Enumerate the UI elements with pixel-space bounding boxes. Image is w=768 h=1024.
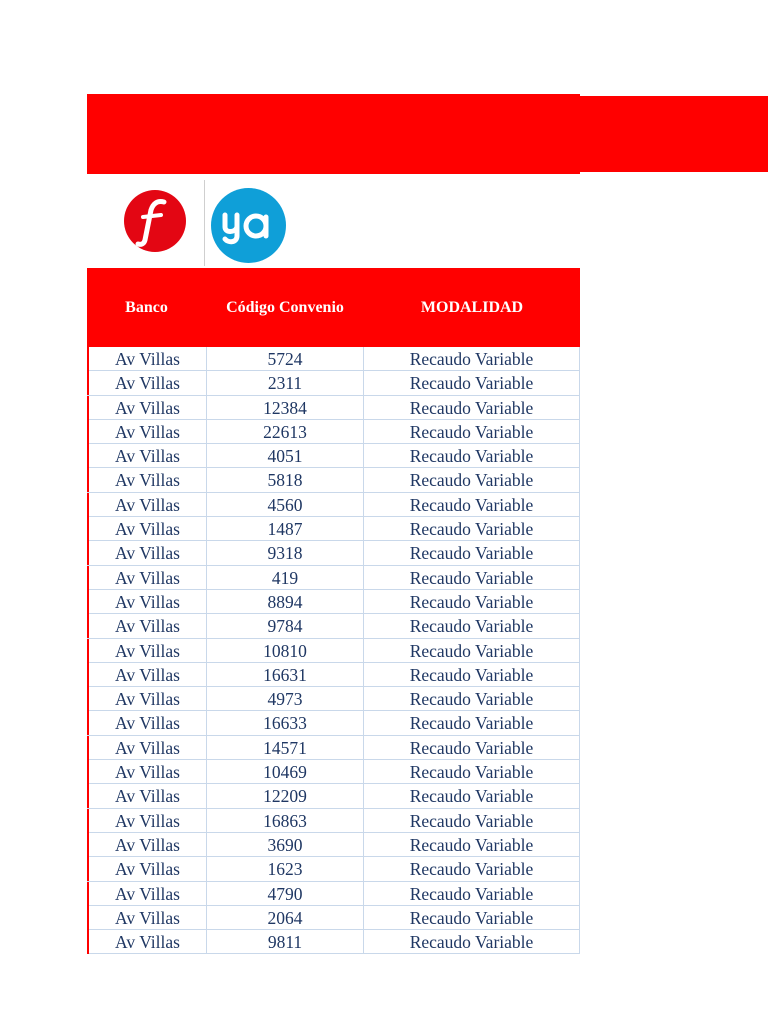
cell-codigo-convenio: 2064 [207, 906, 364, 930]
cell-codigo-convenio: 16631 [207, 663, 364, 687]
cell-modalidad: Recaudo Variable [364, 809, 580, 833]
table-row [87, 760, 580, 784]
table-row [87, 396, 580, 420]
header-banner-extension [580, 96, 768, 172]
column-header-modalidad: MODALIDAD [420, 299, 524, 316]
cell-modalidad: Recaudo Variable [364, 493, 580, 517]
brand-f-logo-glyph [124, 190, 186, 252]
cell-codigo-convenio: 5724 [207, 347, 364, 371]
cell-codigo-convenio: 419 [207, 566, 364, 590]
cell-banco: Av Villas [87, 396, 207, 420]
cell-modalidad: Recaudo Variable [364, 468, 580, 492]
cell-modalidad: Recaudo Variable [364, 420, 580, 444]
table-row [87, 444, 580, 468]
table-body [87, 347, 580, 954]
cell-modalidad: Recaudo Variable [364, 614, 580, 638]
cell-codigo-convenio: 10469 [207, 760, 364, 784]
cell-codigo-convenio: 4973 [207, 687, 364, 711]
cell-codigo-convenio: 12209 [207, 784, 364, 808]
brand-f-logo-icon [124, 190, 186, 252]
cell-modalidad: Recaudo Variable [364, 687, 580, 711]
table-row [87, 833, 580, 857]
cell-banco: Av Villas [87, 784, 207, 808]
cell-modalidad: Recaudo Variable [364, 711, 580, 735]
table-row [87, 736, 580, 760]
header-banner [87, 94, 580, 174]
cell-banco: Av Villas [87, 760, 207, 784]
cell-modalidad: Recaudo Variable [364, 784, 580, 808]
cell-banco: Av Villas [87, 566, 207, 590]
cell-banco: Av Villas [87, 420, 207, 444]
cell-modalidad: Recaudo Variable [364, 541, 580, 565]
table-row [87, 663, 580, 687]
cell-banco: Av Villas [87, 857, 207, 881]
table-row [87, 541, 580, 565]
cell-banco: Av Villas [87, 833, 207, 857]
table-header-row [87, 268, 580, 347]
cell-banco: Av Villas [87, 493, 207, 517]
cell-codigo-convenio: 4790 [207, 882, 364, 906]
cell-modalidad: Recaudo Variable [364, 906, 580, 930]
cell-banco: Av Villas [87, 541, 207, 565]
cell-modalidad: Recaudo Variable [364, 590, 580, 614]
cell-banco: Av Villas [87, 639, 207, 663]
cell-modalidad: Recaudo Variable [364, 833, 580, 857]
cell-codigo-convenio: 8894 [207, 590, 364, 614]
table-row [87, 639, 580, 663]
cell-modalidad: Recaudo Variable [364, 444, 580, 468]
cell-modalidad: Recaudo Variable [364, 517, 580, 541]
cell-banco: Av Villas [87, 663, 207, 687]
cell-codigo-convenio: 2311 [207, 371, 364, 395]
cell-banco: Av Villas [87, 371, 207, 395]
table-row [87, 614, 580, 638]
table-row [87, 784, 580, 808]
cell-codigo-convenio: 1487 [207, 517, 364, 541]
table-row [87, 906, 580, 930]
cell-codigo-convenio: 9784 [207, 614, 364, 638]
cell-codigo-convenio: 5818 [207, 468, 364, 492]
column-header-codigo-convenio: Código Convenio [226, 299, 344, 316]
cell-codigo-convenio: 9811 [207, 930, 364, 954]
cell-codigo-convenio: 10810 [207, 639, 364, 663]
cell-banco: Av Villas [87, 906, 207, 930]
logo-divider [204, 180, 205, 266]
table-row [87, 420, 580, 444]
table-row [87, 347, 580, 371]
cell-codigo-convenio: 1623 [207, 857, 364, 881]
table-row [87, 493, 580, 517]
cell-codigo-convenio: 12384 [207, 396, 364, 420]
table-row [87, 687, 580, 711]
column-header-banco: Banco [125, 299, 168, 316]
cell-modalidad: Recaudo Variable [364, 663, 580, 687]
cell-banco: Av Villas [87, 711, 207, 735]
table-row [87, 590, 580, 614]
cell-modalidad: Recaudo Variable [364, 566, 580, 590]
cell-banco: Av Villas [87, 517, 207, 541]
cell-banco: Av Villas [87, 444, 207, 468]
table-row [87, 809, 580, 833]
table-row [87, 517, 580, 541]
table-row [87, 711, 580, 735]
table-row [87, 930, 580, 954]
cell-banco: Av Villas [87, 590, 207, 614]
cell-codigo-convenio: 22613 [207, 420, 364, 444]
cell-banco: Av Villas [87, 468, 207, 492]
logo-row [87, 174, 580, 268]
cell-banco: Av Villas [87, 882, 207, 906]
cell-modalidad: Recaudo Variable [364, 347, 580, 371]
cell-banco: Av Villas [87, 736, 207, 760]
cell-codigo-convenio: 3690 [207, 833, 364, 857]
table-row [87, 566, 580, 590]
cell-modalidad: Recaudo Variable [364, 371, 580, 395]
table-row [87, 371, 580, 395]
cell-modalidad: Recaudo Variable [364, 760, 580, 784]
cell-banco: Av Villas [87, 809, 207, 833]
cell-modalidad: Recaudo Variable [364, 736, 580, 760]
cell-codigo-convenio: 16863 [207, 809, 364, 833]
cell-modalidad: Recaudo Variable [364, 639, 580, 663]
brand-ya-logo-icon [211, 188, 286, 263]
cell-codigo-convenio: 9318 [207, 541, 364, 565]
cell-codigo-convenio: 14571 [207, 736, 364, 760]
cell-codigo-convenio: 16633 [207, 711, 364, 735]
brand-ya-logo-glyph [211, 188, 286, 263]
table-row [87, 468, 580, 492]
cell-banco: Av Villas [87, 687, 207, 711]
table-row [87, 882, 580, 906]
cell-codigo-convenio: 4560 [207, 493, 364, 517]
cell-modalidad: Recaudo Variable [364, 857, 580, 881]
cell-modalidad: Recaudo Variable [364, 930, 580, 954]
cell-banco: Av Villas [87, 930, 207, 954]
cell-modalidad: Recaudo Variable [364, 882, 580, 906]
table-row [87, 857, 580, 881]
cell-codigo-convenio: 4051 [207, 444, 364, 468]
cell-modalidad: Recaudo Variable [364, 396, 580, 420]
cell-banco: Av Villas [87, 347, 207, 371]
cell-banco: Av Villas [87, 614, 207, 638]
